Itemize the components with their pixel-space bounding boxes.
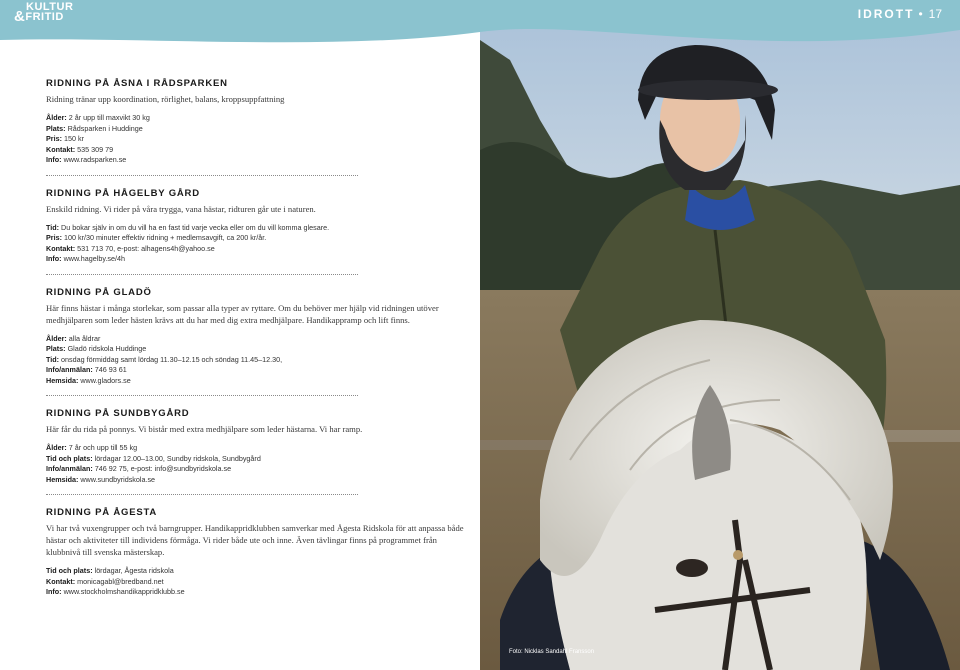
info-row: Pris: 150 kr — [46, 134, 84, 143]
section-glado — [46, 287, 466, 387]
page-label: IDROTT • 17 — [857, 7, 942, 21]
section-rodsparken — [46, 78, 466, 166]
info-list — [46, 566, 466, 598]
section-hagelby — [46, 188, 466, 265]
section-title: RIDNING PÅ ÅGESTA — [46, 507, 158, 518]
info-row: Tid och plats: lördagar 12.00–13.00, Sundby ridskola, Sundbygård — [46, 453, 261, 463]
section-label: IDROTT — [857, 7, 915, 21]
info-row: Kontakt: 535 309 79 — [46, 144, 114, 154]
section-agesta — [46, 507, 466, 598]
info-row: Tid: onsdag förmiddag samt lördag 11.30–12.15 och söndag 11.45–12.30, — [46, 354, 283, 364]
info-list — [46, 443, 466, 485]
info-list — [46, 334, 466, 387]
info-row: Plats: Gladö ridskola Huddinge — [46, 344, 147, 353]
info-row: Ålder: 7 år och upp till 55 kg — [46, 443, 138, 452]
photo-credit: Foto: Nicklas Sandahl Fransson — [509, 649, 595, 655]
section-sundbygard — [46, 408, 466, 485]
section-title: RIDNING PÅ ÅSNA I RÅDSPARKEN — [46, 78, 228, 89]
section-intro: Ridning tränar upp koordination, rörlighet, balans, kroppsuppfattning — [46, 94, 285, 104]
section-intro: Vi har två vuxengrupper och två barngrupper. Handikappridklubben samverkar med Ågesta Ridskola för att anpassa både hästar och aktiviteter till individens förmåga. Vi rider både ute och inne. Även tävlingar finns på programmet från klubbnivå till svenska mästerskap. — [46, 523, 464, 557]
section-title: RIDNING PÅ HÅGELBY GÅRD — [46, 187, 200, 199]
info-row: Info/anmälan: 746 93 61 — [46, 365, 127, 374]
info-row: Ålder: alla åldrar — [46, 333, 101, 343]
dotted-divider — [46, 175, 358, 176]
info-row: Ålder: 2 år upp till maxvikt 30 kg — [46, 113, 150, 122]
dotted-divider — [46, 494, 358, 495]
section-title: RIDNING PÅ SUNDBYGÅRD — [46, 408, 190, 419]
page-number: 17 — [928, 7, 942, 21]
info-list — [46, 223, 466, 265]
info-row: Hemsida: www.sundbyridskola.se — [46, 474, 156, 484]
section-intro: Enskild ridning. Vi rider på våra trygga, vana hästar, ridturen går ute i naturen. — [46, 203, 316, 214]
info-row: Hemsida: www.gladors.se — [46, 375, 131, 385]
info-row: Info: www.hagelby.se/4h — [46, 254, 125, 263]
horse-eye — [676, 559, 708, 577]
info-row: Kontakt: 531 713 70, e-post: alhagens4h@yahoo.se — [46, 243, 215, 253]
info-row: Info: www.radsparken.se — [46, 155, 127, 164]
info-row: Info: www.stockholmshandikappridklubb.se — [46, 587, 185, 596]
info-row: Tid och plats: lördagar, Ågesta ridskola — [46, 566, 174, 575]
section-intro: Här får du rida på ponnys. Vi bistår med extra medhjälpare som leder hästarna. Vi har ramp. — [46, 424, 363, 434]
kultur-fritid-logo: KULTUR &FRITID — [14, 1, 74, 25]
info-list — [46, 113, 466, 166]
info-row: Tid: Du bokar själv in om du vill ha en fast tid varje vecka eller om du vill komma glesare. — [46, 222, 330, 232]
info-row: Kontakt: monicagabl@bredband.net — [46, 576, 164, 586]
dotted-divider — [46, 274, 358, 275]
info-row: Plats: Rådsparken i Huddinge — [46, 123, 143, 133]
header-band — [0, 0, 960, 60]
info-row: Info/anmälan: 746 92 75, e-post: info@sundbyridskola.se — [46, 464, 232, 473]
text-column — [46, 78, 466, 598]
dotted-divider — [46, 395, 358, 396]
info-row: Pris: 100 kr/30 minuter effektiv ridning + medlemsavgift, ca 200 kr/år. — [46, 233, 267, 242]
rider-photo — [480, 0, 960, 670]
section-intro: Här finns hästar i många storlekar, som passar alla typer av ryttare. Om du behöver mer hjälp vid ridningen utöver medhjälparen som leder hästen krävs att du har med dig extra medhjälpare. Handikappramp och lift finns. — [46, 302, 439, 325]
section-title: RIDNING PÅ GLADÖ — [46, 286, 152, 298]
